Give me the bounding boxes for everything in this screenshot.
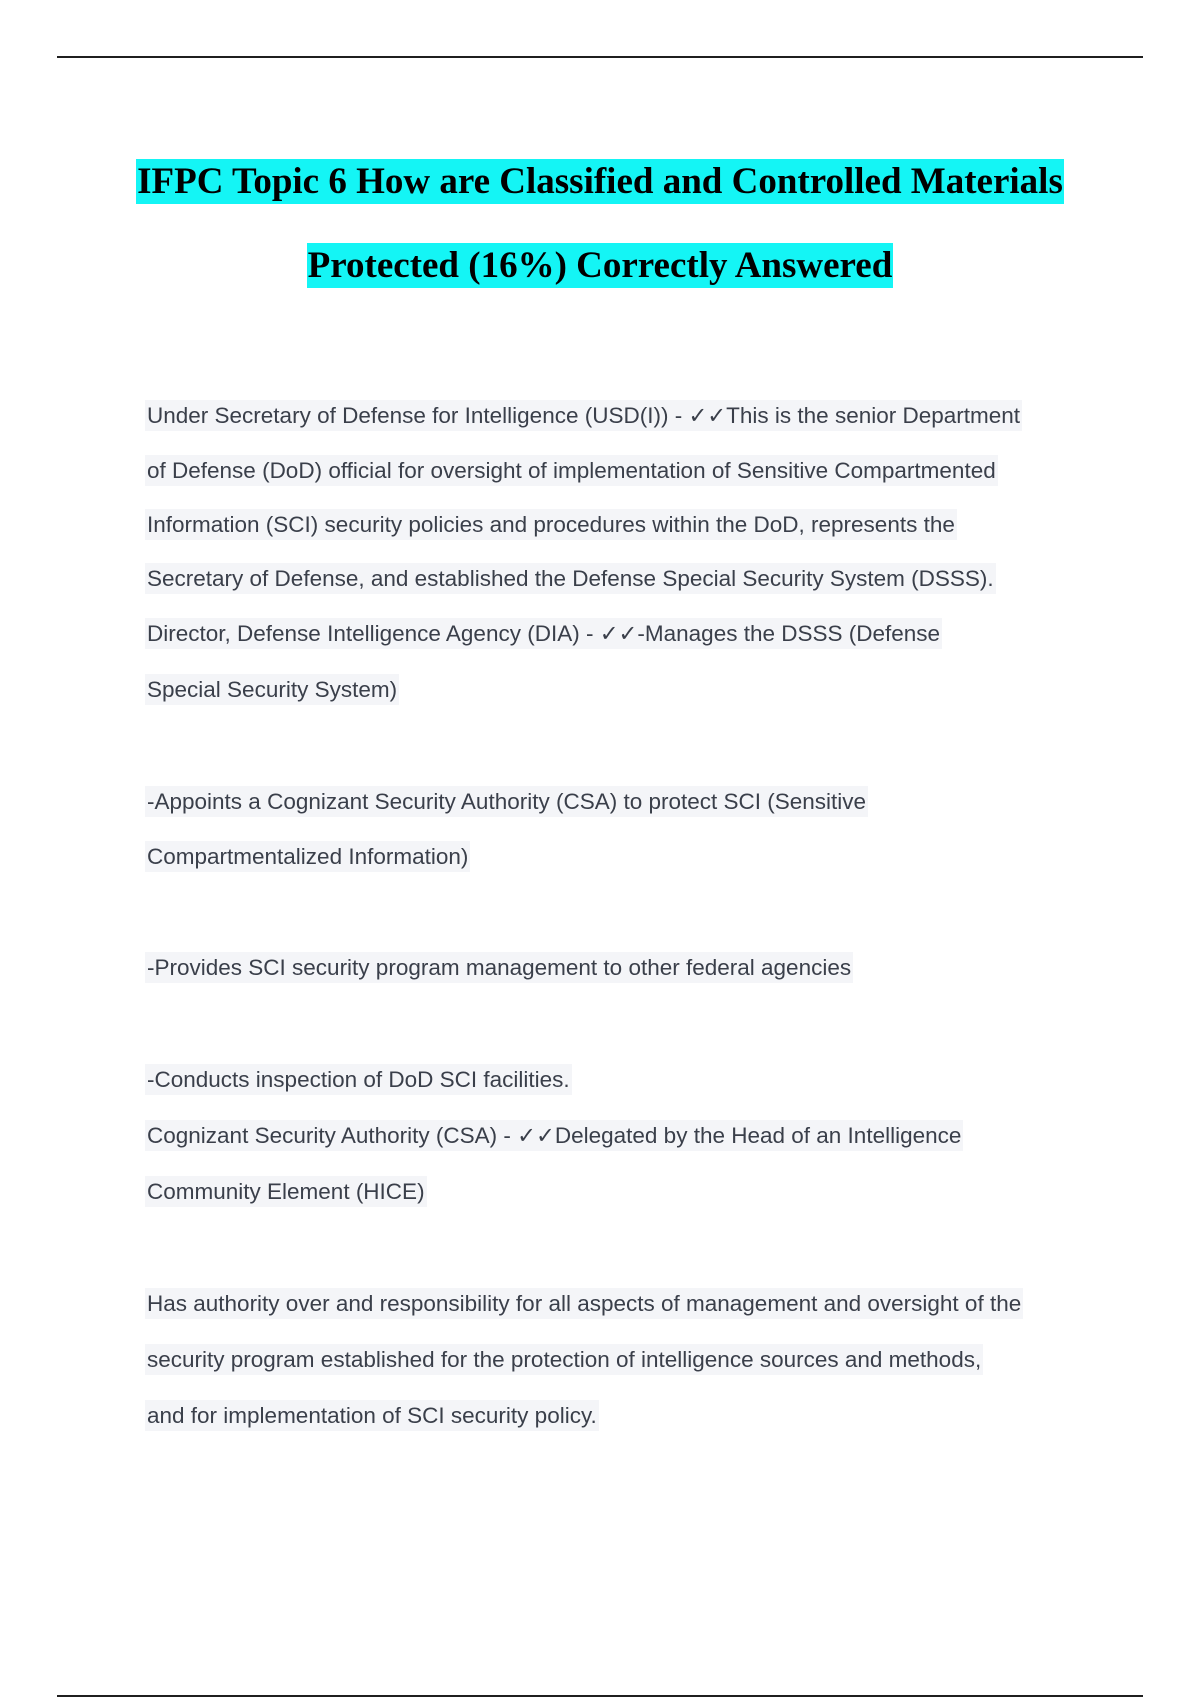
text-line: Has authority over and responsibility for all aspects of management and oversight of the [145, 1276, 1095, 1332]
text-line: and for implementation of SCI security policy. [145, 1388, 1095, 1444]
top-rule [57, 56, 1143, 58]
title-line-1: IFPC Topic 6 How are Classified and Controlled Materials [137, 161, 1063, 202]
text-line: Secretary of Defense, and established the Defense Special Security System (DSSS). [145, 552, 1095, 606]
text-line: Under Secretary of Defense for Intelligence (USD(I)) - ✓✓This is the senior Department [145, 388, 1095, 444]
text-line: -Conducts inspection of DoD SCI facilities. [145, 1052, 1095, 1108]
bottom-rule [57, 1695, 1143, 1697]
text-line: Director, Defense Intelligence Agency (DIA) - ✓✓-Manages the DSSS (Defense [145, 606, 1095, 662]
text-line: security program established for the protection of intelligence sources and methods, [145, 1332, 1095, 1388]
text-line: Compartmentalized Information) [145, 830, 1095, 884]
title-line-2: Protected (16%) Correctly Answered [307, 245, 893, 286]
text-line: of Defense (DoD) official for oversight of implementation of Sensitive Compartmented [145, 444, 1095, 498]
document-body [145, 388, 1095, 1444]
text-line: -Appoints a Cognizant Security Authority (CSA) to protect SCI (Sensitive [145, 774, 1095, 830]
text-line: Community Element (HICE) [145, 1164, 1095, 1220]
text-line: Cognizant Security Authority (CSA) - ✓✓Delegated by the Head of an Intelligence [145, 1108, 1095, 1164]
text-line: Special Security System) [145, 662, 1095, 718]
document-title [0, 140, 1200, 308]
text-line: Information (SCI) security policies and procedures within the DoD, represents the [145, 498, 1095, 552]
text-line: -Provides SCI security program management to other federal agencies [145, 940, 1095, 996]
